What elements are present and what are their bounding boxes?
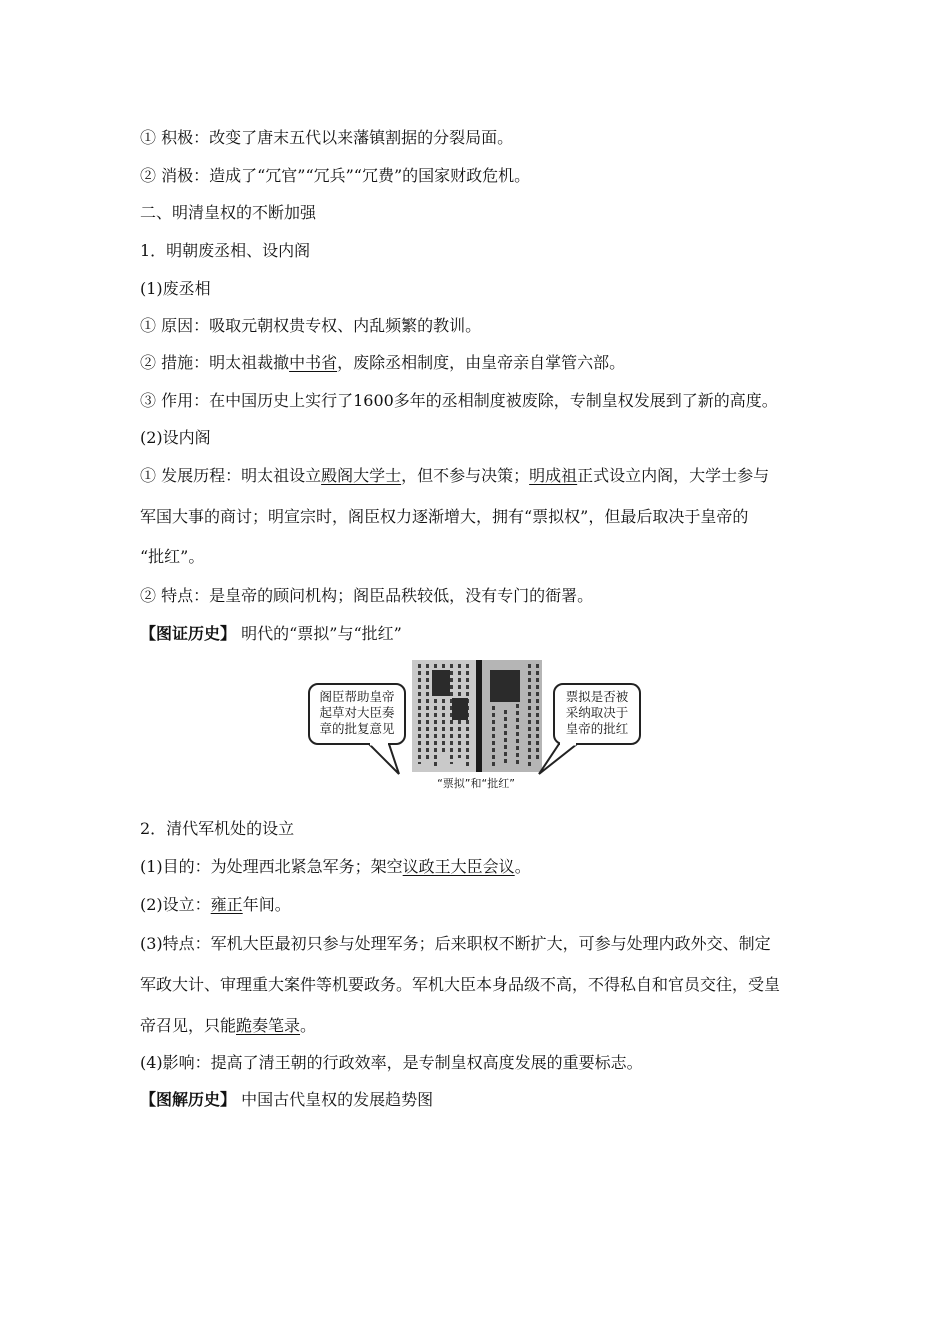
item-cabinet: (2)设内阁 bbox=[140, 428, 211, 447]
text-purpose-end: 。 bbox=[514, 857, 531, 876]
text-line bbox=[140, 165, 820, 187]
underlined-term: 雍正 bbox=[210, 895, 243, 914]
text-line bbox=[140, 506, 820, 528]
text-line bbox=[140, 856, 820, 878]
text-feature: ② 特点：是皇帝的顾问机构；阁臣品秩较低，没有专门的衙署。 bbox=[140, 586, 594, 605]
text-line bbox=[140, 1052, 820, 1074]
text-line bbox=[140, 465, 820, 487]
underlined-term: 明成祖 bbox=[529, 466, 578, 485]
text-line bbox=[140, 585, 820, 607]
callout-left-tail bbox=[365, 742, 405, 776]
text-characteristics: (3)特点：军机大臣最初只参与处理军务；后来职权不断扩大，可参与处理内政外交、制定 bbox=[140, 934, 771, 953]
text-line bbox=[140, 894, 820, 916]
item-heading bbox=[140, 278, 820, 300]
callout-left-line: 阁臣帮助皇帝 bbox=[319, 689, 395, 704]
text-line bbox=[140, 1089, 820, 1111]
text-line bbox=[140, 127, 820, 149]
figure-piaoni-pihong bbox=[305, 658, 647, 790]
text-line bbox=[140, 390, 820, 412]
text-line bbox=[140, 315, 820, 337]
text-development-end2: “批红”。 bbox=[140, 547, 205, 566]
subsection-heading bbox=[140, 240, 820, 262]
text-development-cont: 军国大事的商讨；明宣宗时，阁臣权力逐渐增大，拥有“票拟权”，但最后取决于皇帝的 bbox=[140, 507, 749, 526]
text-line bbox=[140, 352, 820, 374]
text-figure-title: 明代的“票拟”与“批红” bbox=[236, 624, 402, 643]
section-heading bbox=[140, 202, 820, 224]
text-purpose: (1)目的：为处理西北紧急军务；架空 bbox=[140, 857, 403, 876]
document-image bbox=[412, 660, 542, 772]
underlined-term: 中书省 bbox=[289, 353, 338, 372]
callout-left-line: 章的批复意见 bbox=[319, 721, 395, 736]
item-heading bbox=[140, 427, 820, 449]
subsection-title-qing: 2．清代军机处的设立 bbox=[140, 819, 295, 838]
text-positive-effect: ① 积极：改变了唐末五代以来藩镇割据的分裂局面。 bbox=[140, 128, 514, 147]
text-measure: ② 措施：明太祖裁撤 bbox=[140, 353, 290, 372]
callout-right-line: 票拟是否被 bbox=[565, 689, 629, 704]
text-line bbox=[140, 974, 820, 996]
label-tuzheng: 【图证历史】 bbox=[140, 624, 237, 643]
text-characteristics-cont: 军政大计、审理重大案件等机要政务。军机大臣本身品级不高，不得私自和官员交往，受皇 bbox=[140, 975, 781, 994]
label-tujie: 【图解历史】 bbox=[140, 1090, 237, 1109]
callout-right-line: 皇帝的批红 bbox=[565, 721, 629, 736]
text-line bbox=[140, 546, 820, 568]
underlined-term: 议政王大臣会议 bbox=[402, 857, 515, 876]
text-established-end: 年间。 bbox=[242, 895, 291, 914]
figure-caption: “票拟”和“批红” bbox=[437, 777, 515, 790]
callout-left-line: 起草对大臣奏 bbox=[319, 705, 395, 720]
text-established: (2)设立： bbox=[140, 895, 211, 914]
text-trend-title: 中国古代皇权的发展趋势图 bbox=[236, 1090, 434, 1109]
text-line bbox=[140, 933, 820, 955]
text-reason: ① 原因：吸取元朝权贵专权、内乱频繁的教训。 bbox=[140, 316, 482, 335]
callout-right bbox=[553, 683, 641, 745]
text-influence: (4)影响：提高了清王朝的行政效率，是专制皇权高度发展的重要标志。 bbox=[140, 1053, 643, 1072]
section-title-ming-qing: 二、明清皇权的不断加强 bbox=[140, 203, 317, 222]
text-line bbox=[140, 623, 820, 645]
text-line bbox=[140, 1015, 820, 1037]
document-divider bbox=[476, 660, 482, 772]
text-negative-effect: ② 消极：造成了“冗官”“冗兵”“冗费”的国家财政危机。 bbox=[140, 166, 531, 185]
callout-right-line: 采纳取决于 bbox=[565, 705, 629, 720]
subsection-heading bbox=[140, 818, 820, 840]
text-development: ① 发展历程：明太祖设立 bbox=[140, 466, 322, 485]
text-development-mid: ，但不参与决策； bbox=[401, 466, 530, 485]
item-abolish-chancellor: (1)废丞相 bbox=[140, 279, 211, 298]
text-measure-end: ，废除丞相制度，由皇帝亲自掌管六部。 bbox=[337, 353, 626, 372]
text-characteristics-end: 帝召见，只能 bbox=[140, 1016, 237, 1035]
underlined-term: 跪奏笔录 bbox=[236, 1016, 301, 1035]
text-development-end: 正式设立内阁，大学士参与 bbox=[577, 466, 770, 485]
callout-right-tail bbox=[537, 742, 581, 776]
text-effect: ③ 作用：在中国历史上实行了1600多年的丞相制度被废除，专制皇权发展到了新的高度。 bbox=[140, 391, 778, 410]
callout-left bbox=[308, 683, 406, 745]
subsection-title-ming: 1．明朝废丞相、设内阁 bbox=[140, 241, 311, 260]
underlined-term: 殿阁大学士 bbox=[321, 466, 402, 485]
text-period: 。 bbox=[300, 1016, 317, 1035]
